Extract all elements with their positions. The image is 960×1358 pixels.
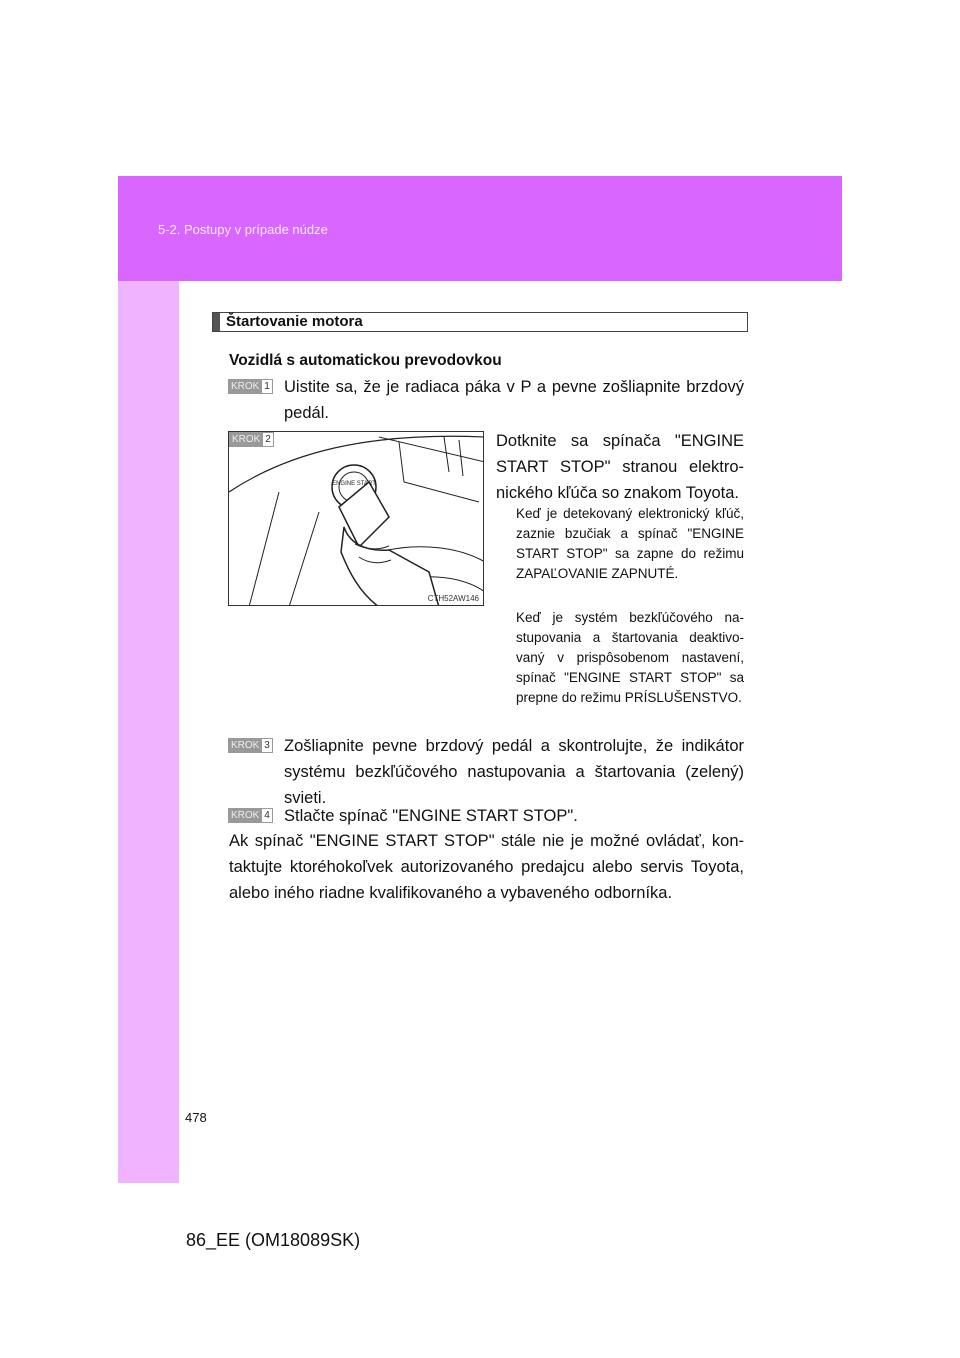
step-4-text: Stlačte spínač "ENGINE START STOP".	[284, 807, 578, 825]
key-fob-illustration	[228, 431, 484, 606]
subheading: Vozidlá s automatickou prevodovkou	[229, 352, 502, 369]
side-color-strip	[118, 281, 179, 1183]
step-badge-3	[228, 738, 273, 753]
step-badge-4	[228, 808, 273, 823]
step-badge-number: 4	[261, 808, 273, 823]
step-badge-number: 3	[261, 738, 273, 753]
step-badge-label: KROK	[229, 432, 262, 447]
footer-code: 86_EE (OM18089SK)	[186, 1230, 361, 1250]
step-badge-label: KROK	[228, 738, 261, 753]
step-2-text: Dotknite sa spínača "ENGINE START STOP" stranou elektronického kľúča so znakom Toyota.	[496, 432, 744, 502]
closing-paragraph: Ak spínač "ENGINE START STOP" stále nie je možné ovládať, kontaktujte ktoréhokoľvek autorizovaného predajcu alebo servis Toyota, alebo iného riadne kvalifikovaného a vybaveného odborníka.	[229, 832, 744, 902]
step-badge-2	[229, 432, 274, 447]
section-breadcrumb: 5-2. Postupy v prípade núdze	[158, 222, 328, 237]
step-badge-number: 2	[262, 432, 274, 447]
step-3-text: Zošliapnite pevne brzdový pedál a skontrolujte, že indikátor systému bezkľúčového nastupovania a štartovania (zelený) svieti.	[284, 737, 744, 807]
section-title: Štartovanie motora	[226, 313, 363, 330]
page-number: 478	[185, 1110, 207, 1125]
note-1: Keď je detekovaný elektronický kľúč, zaznie bzučiak a spínač "ENGINE START STOP" sa zapne do režimu ZAPAĽOVANIE ZAPNUTÉ.	[516, 506, 744, 581]
step-badge-1	[228, 379, 273, 394]
section-title-box	[212, 312, 748, 332]
step-badge-number: 1	[261, 379, 273, 394]
start-button-text: ENGINE START	[332, 481, 376, 487]
note-2: Keď je systém bezkľúčového nastupovania a štartovania deaktivovaný v prispôsobenom nastavení, spínač "ENGINE START STOP" sa prepne do režimu PRÍSLUŠENSTVO.	[516, 610, 744, 705]
step-badge-label: KROK	[228, 379, 261, 394]
figure-code: CTH52AW146	[427, 594, 479, 603]
section-header-band	[118, 176, 842, 281]
key-touch-engine-button-illustration	[229, 432, 484, 606]
step-badge-label: KROK	[228, 808, 261, 823]
step-1-text: Uistite sa, že je radiaca páka v P a pevne zošliapnite brzdový pedál.	[284, 378, 744, 422]
